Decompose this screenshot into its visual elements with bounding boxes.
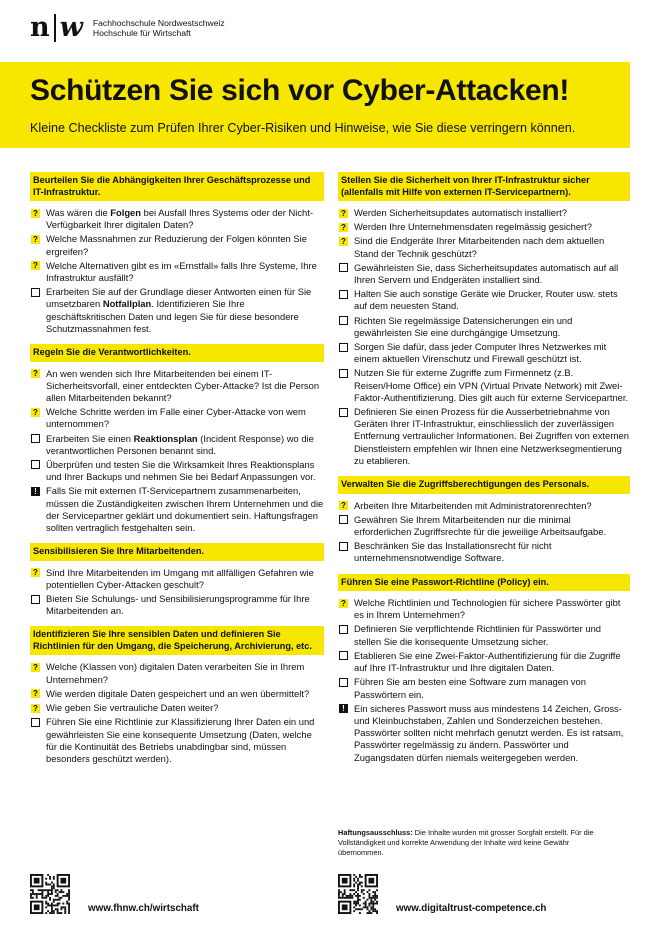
checklist-item bbox=[338, 235, 630, 259]
page-subtitle: Kleine Checkliste zum Prüfen Ihrer Cyber-Risiken und Hinweise, wie Sie diese verringern können. bbox=[30, 121, 576, 135]
item-text: Erarbeiten Sie auf der Grundlage dieser Antworten einen für Sie umsetzbaren Notfallplan. Identifizieren Sie Ihre geschäftskritischen Daten und legen Sie für diese besondere Schutzmassnahmen fest. bbox=[46, 286, 312, 334]
item-text: Gewähren Sie Ihrem Mitarbeitenden nur die minimal erforderlichen Zugriffsrechte für die jeweilige Arbeitsaufgabe. bbox=[354, 513, 607, 537]
checklist-item bbox=[30, 485, 324, 534]
checkbox[interactable] bbox=[31, 595, 40, 604]
item-text: Bieten Sie Schulungs- und Sensibilisierungsprogramme für Ihre Mitarbeitenden an. bbox=[46, 593, 310, 617]
item-text: Sorgen Sie dafür, dass jeder Computer Ihres Netzwerkes mit einem aktuellen Virenschutz und Firewall geschützt ist. bbox=[354, 341, 607, 365]
item-text: An wen wenden sich Ihre Mitarbeitenden bei einem IT-Sicherheitsvorfall, einer entdeckten Cyber-Attacke? Ist die Person allen Mitarbeitenden bekannt? bbox=[46, 367, 320, 403]
item-text: Welche Alternativen gibt es im «Ernstfall» falls Ihre Systeme, Ihre Infrastruktur ausfällt? bbox=[46, 259, 317, 284]
section-heading: Identifizieren Sie Ihre sensiblen Daten und definieren Sie Richtlinien für den Umgang, die Speicherung, Archivierung, etc. bbox=[30, 626, 324, 655]
checklist-item bbox=[338, 703, 630, 764]
logo-text bbox=[93, 18, 225, 38]
question-icon: ? bbox=[339, 599, 348, 608]
checkbox[interactable] bbox=[339, 542, 348, 551]
warning-icon: ! bbox=[339, 704, 348, 713]
checklist-section bbox=[30, 172, 324, 335]
checkbox[interactable] bbox=[339, 369, 348, 378]
logo-mark-w: w bbox=[59, 12, 83, 43]
checklist-section bbox=[30, 543, 324, 617]
item-text: Arbeiten Ihre Mitarbeitenden mit Administratorenrechten? bbox=[354, 499, 592, 511]
item-text: Führen Sie eine Richtlinie zur Klassifizierung Ihrer Daten ein und gewährleisten Sie eine konsequente Umsetzung (Daten, welche für die Kontinuität des Betriebs unabdingbar sind, müssen besonders geschützt werden). bbox=[46, 716, 315, 764]
checklist-item bbox=[338, 367, 630, 404]
question-icon: ? bbox=[339, 237, 348, 246]
item-text: Sind die Endgeräte Ihrer Mitarbeitenden nach dem aktuellen Stand der Technik geschützt? bbox=[354, 235, 605, 259]
section-heading: Regeln Sie die Verantwortlichkeiten. bbox=[30, 344, 324, 362]
question-icon: ? bbox=[339, 501, 348, 510]
item-text: Welche Schritte werden im Falle einer Cyber-Attacke von wem unternommen? bbox=[46, 406, 306, 430]
disclaimer bbox=[338, 828, 600, 858]
checkbox[interactable] bbox=[31, 460, 40, 469]
disclaimer-text: Die Inhalte wurden mit grosser Sorgfalt erstellt. Für die Vollständigkeit und korrekte Anwendung der Inhalte wird keine Gewähr übernommen. bbox=[338, 828, 594, 857]
checklist-section bbox=[338, 574, 630, 764]
checklist-item bbox=[338, 207, 630, 219]
checklist-item bbox=[30, 716, 324, 765]
checklist-section bbox=[338, 476, 630, 565]
checklist-section bbox=[338, 172, 630, 467]
section-heading: Verwalten Sie die Zugriffsberechtigungen des Personals. bbox=[338, 476, 630, 494]
checklist-item bbox=[30, 260, 324, 284]
item-text: Führen Sie am besten eine Software zum managen von Passwörtern ein. bbox=[354, 676, 586, 700]
logo-line-2: Hochschule für Wirtschaft bbox=[92, 28, 191, 38]
logo-mark-n: n bbox=[30, 12, 50, 43]
question-icon: ? bbox=[31, 369, 40, 378]
checklist-item bbox=[338, 341, 630, 365]
section-heading: Sensibilisieren Sie Ihre Mitarbeitenden. bbox=[30, 543, 324, 561]
checklist-item bbox=[30, 406, 324, 430]
checkbox[interactable] bbox=[339, 515, 348, 524]
question-icon: ? bbox=[31, 704, 40, 713]
item-text: Halten Sie auch sonstige Geräte wie Drucker, Router usw. stets auf dem neuesten Stand. bbox=[354, 288, 618, 312]
checklist-item bbox=[30, 207, 324, 231]
checkbox[interactable] bbox=[339, 625, 348, 634]
item-text: Überprüfen und testen Sie die Wirksamkeit Ihres Reaktionsplans und Ihrer Backups und nehmen Sie bei Bedarf Anpassungen vor. bbox=[46, 458, 316, 483]
qr-code-icon bbox=[30, 874, 70, 914]
title-banner bbox=[0, 62, 630, 148]
question-icon: ? bbox=[31, 408, 40, 417]
item-text: Werden Ihre Unternehmensdaten regelmässig gesichert? bbox=[354, 221, 592, 233]
question-icon: ? bbox=[31, 209, 40, 218]
item-text: Ein sicheres Passwort muss aus mindestens 14 Zeichen, Gross- und Kleinbuchstaben, Zahlen und Sonderzeichen bestehen. Passwörter sollten nicht mehrfach genutzt werden. Es ist ratsam, Passwörter regelmässig zu ändern. Passwörter und Zugangsdaten dürfen niemals weitergegeben werden. bbox=[354, 702, 624, 763]
item-text: Welche Richtlinien und Technologien für sichere Passwörter gibt es in Ihrem Unternehmen? bbox=[354, 597, 621, 621]
checklist-item bbox=[338, 406, 630, 467]
item-text: Wie geben Sie vertrauliche Daten weiter? bbox=[46, 702, 219, 714]
section-heading: Stellen Sie die Sicherheit von Ihrer IT-Infrastruktur sicher (allenfalls mit Hilfe von externen IT-Servicepartnern). bbox=[338, 172, 630, 201]
qr-code-icon bbox=[338, 874, 378, 914]
checklist-item bbox=[30, 368, 324, 405]
checklist-item bbox=[338, 500, 630, 512]
item-text: Nutzen Sie für externe Zugriffe zum Firmennetz (z.B. Reisen/Home Office) ein VPN (Virtual Private Network) mit Zwei-Faktor-Authentifizierung. Dies gilt auch für externe Servicepartner. bbox=[354, 367, 629, 403]
checklist-item bbox=[30, 433, 324, 457]
checklist-item bbox=[338, 623, 630, 647]
checklist-item bbox=[30, 593, 324, 617]
checklist-item bbox=[338, 597, 630, 621]
checklist-item bbox=[30, 702, 324, 714]
checklist-item bbox=[338, 514, 630, 538]
question-icon: ? bbox=[31, 261, 40, 270]
item-text: Beschränken Sie das Installationsrecht für nicht unternehmensnotwendige Software. bbox=[354, 540, 552, 564]
checkbox[interactable] bbox=[339, 263, 348, 272]
question-icon: ? bbox=[339, 223, 348, 232]
item-text: Richten Sie regelmässige Datensicherungen ein und gewährleisten Sie eine durchgängige Umsetzung. bbox=[354, 314, 573, 338]
checklist-item bbox=[338, 288, 630, 312]
question-icon: ? bbox=[31, 235, 40, 244]
item-text: Sind Ihre Mitarbeitenden im Umgang mit allfälligen Gefahren wie potentiellen Cyber-Attacken geschult? bbox=[46, 566, 314, 590]
checklist-item bbox=[30, 233, 324, 257]
item-text: Welche (Klassen von) digitalen Daten verarbeiten Sie in Ihrem Unternehmen? bbox=[46, 661, 305, 685]
checklist-section bbox=[30, 344, 324, 534]
item-text: Definieren Sie verpflichtende Richtlinien für Passwörter und stellen Sie die konsequente Umsetzung sicher. bbox=[354, 623, 602, 647]
page-title: Schützen Sie sich vor Cyber-Attacken! bbox=[30, 74, 570, 107]
checklist-item bbox=[30, 459, 324, 483]
checkbox[interactable] bbox=[339, 290, 348, 299]
checklist-item bbox=[338, 540, 630, 564]
checklist-item bbox=[338, 650, 630, 674]
checkbox[interactable] bbox=[339, 651, 348, 660]
question-icon: ? bbox=[339, 209, 348, 218]
item-text: Definieren Sie einen Prozess für die Ausserbetriebnahme von Geräten Ihrer IT-Infrastruktur, einschliesslich der zuverlässigen Entfernung vertraulicher Informationen. Bei Zugriffen von externen Dienstleistern empfehlen wir Ihnen eine Netzwerksegmentierung zu etablieren. bbox=[354, 406, 629, 466]
item-text: Welche Massnahmen zur Reduzierung der Folgen könnten Sie ergreifen? bbox=[46, 233, 307, 257]
section-heading: Beurteilen Sie die Abhängigkeiten Ihrer Geschäftsprozesse und IT-Infrastruktur. bbox=[30, 172, 324, 201]
checkbox[interactable] bbox=[339, 408, 348, 417]
checklist-section bbox=[30, 626, 324, 765]
logo bbox=[30, 14, 225, 42]
checkbox[interactable] bbox=[339, 678, 348, 687]
digitaltrust-link[interactable]: www.digitaltrust-competence.ch bbox=[396, 903, 547, 914]
checkbox[interactable] bbox=[339, 343, 348, 352]
logo-line-1: Fachhochschule Nordwestschweiz bbox=[92, 18, 225, 28]
checkbox[interactable] bbox=[339, 316, 348, 325]
item-text: Werden Sicherheitsupdates automatisch installiert? bbox=[354, 207, 567, 218]
question-icon: ? bbox=[31, 663, 40, 672]
checklist-item bbox=[338, 262, 630, 286]
disclaimer-label: Haftungsausschluss: bbox=[338, 828, 413, 837]
right-column bbox=[338, 172, 630, 773]
item-text: Gewährleisten Sie, dass Sicherheitsupdates automatisch auf all Ihren Servern und Endgeräten installiert sind. bbox=[354, 261, 619, 286]
checklist-item bbox=[30, 688, 324, 700]
item-text: Falls Sie mit externen IT-Servicepartnern zusammenarbeiten, müssen die Zuständigkeiten zwischen Ihrem Unternehmen und die der Servicepartner geklärt und dokumentiert sein. Haftungsfragen sollten vertraglich festgehalten sein. bbox=[46, 485, 324, 533]
item-text: Etablieren Sie eine Zwei-Faktor-Authentifizierung für die Zugriffe auf Ihre IT-Infrastruktur und Ihre digitalen Daten. bbox=[354, 649, 621, 674]
section-heading: Führen Sie eine Passwort-Richtline (Policy) ein. bbox=[338, 574, 630, 592]
checkbox[interactable] bbox=[31, 434, 40, 443]
logo-divider bbox=[54, 14, 56, 42]
checklist-item bbox=[338, 315, 630, 339]
checkbox[interactable] bbox=[31, 718, 40, 727]
checklist-item bbox=[30, 567, 324, 591]
checklist-item bbox=[30, 661, 324, 685]
item-text: Was wären die Folgen bei Ausfall Ihres Systems oder der Nicht-Verfügbarkeit Ihrer digitalen Daten? bbox=[46, 207, 313, 231]
left-column bbox=[30, 172, 324, 774]
question-icon: ? bbox=[31, 689, 40, 698]
checklist-item bbox=[338, 221, 630, 233]
checkbox[interactable] bbox=[31, 288, 40, 297]
checklist-item bbox=[30, 286, 324, 335]
item-text: Erarbeiten Sie einen Reaktionsplan (Incident Response) wo die verantwortlichen Personen benannt sind. bbox=[46, 432, 314, 456]
warning-icon: ! bbox=[31, 487, 40, 496]
item-text: Wie werden digitale Daten gespeichert und an wen übermittelt? bbox=[46, 687, 310, 699]
fhnw-link[interactable]: www.fhnw.ch/wirtschaft bbox=[88, 903, 199, 914]
question-icon: ? bbox=[31, 568, 40, 577]
checklist-item bbox=[338, 676, 630, 700]
